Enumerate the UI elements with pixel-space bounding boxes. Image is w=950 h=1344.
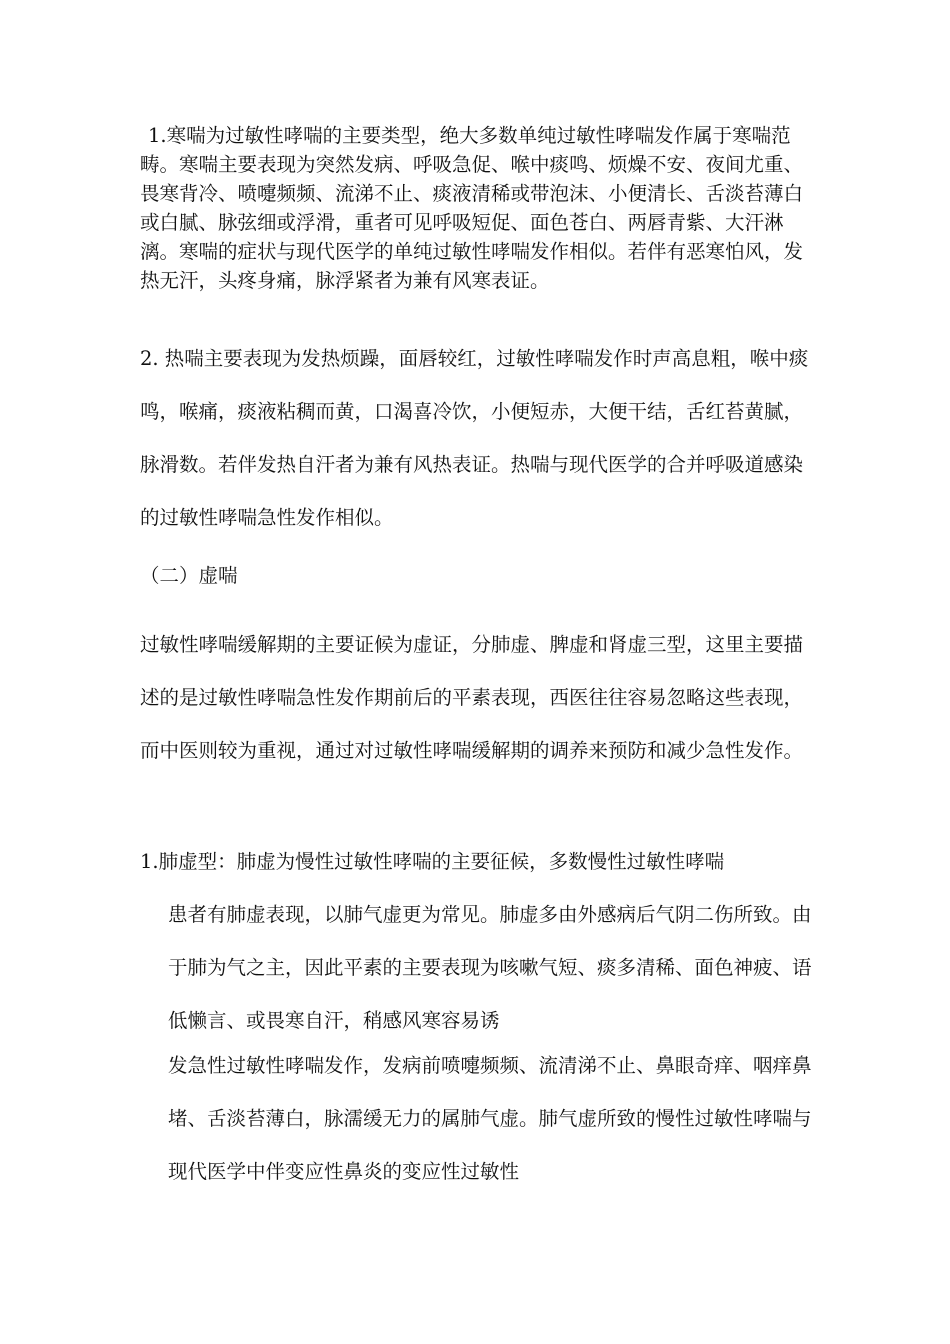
paragraph-deficiency-intro: 过敏性哮喘缓解期的主要证候为虚证，分肺虚、脾虚和肾虚三型，这里主要描述的是过敏性哮喘急性发作期前后的平素表现，西医往往容易忽略这些表现，而中医则较为重视，通过对过敏性哮喘缓解期的调养来预防和减少急性发作。 <box>140 633 804 762</box>
paragraph-lung-deficiency-tail: 发急性过敏性哮喘发作，发病前喷嚏频频、流清涕不止、鼻眼奇痒、咽痒鼻堵、舌淡苔薄白，脉濡缓无力的属肺气虚。肺气虚所致的慢性过敏性哮喘与现代医学中伴变应性鼻炎的变应性过敏性 <box>168 1054 812 1183</box>
paragraph-cold-asthma: 1.寒喘为过敏性哮喘的主要类型，绝大多数单纯过敏性哮喘发作属于寒喘范畴。寒喘主要表现为突然发病、呼吸急促、喉中痰鸣、烦燥不安、夜间尤重、畏寒背冷、喷嚏频频、流涕不止、痰液清稀或带泡沫、小便清长、舌淡苔薄白或白腻、脉弦细或浮滑，重者可见呼吸短促、面色苍白、两唇青紫、大汗淋漓。寒喘的症状与现代医学的单纯过敏性哮喘发作相似。若伴有恶寒怕风，发热无汗，头疼身痛，脉浮紧者为兼有风寒表证。 <box>140 124 804 292</box>
paragraph-lung-deficiency-continued: 患者有肺虚表现，以肺气虚更为常见。肺虚多由外感病后气阴二伤所致。由于肺为气之主，因此平素的主要表现为咳嗽气短、痰多清稀、面色神疲、语低懒言、或畏寒自汗，稍感风寒容易诱 <box>168 903 812 1032</box>
paragraph-lung-deficiency-first-line: 1.肺虚型：肺虚为慢性过敏性哮喘的主要征候，多数慢性过敏性哮喘 <box>140 850 725 873</box>
section-heading-deficiency-asthma: （二）虚喘 <box>140 564 238 587</box>
paragraph-hot-asthma: 2. 热喘主要表现为发热烦躁，面唇较红，过敏性哮喘发作时声高息粗，喉中痰鸣，喉痛，痰液粘稠而黄，口渴喜冷饮，小便短赤，大便干结，舌红苔黄腻，脉滑数。若伴发热自汗者为兼有风热表证。热喘与现代医学的合并呼吸道感染的过敏性哮喘急性发作相似。 <box>140 347 809 529</box>
